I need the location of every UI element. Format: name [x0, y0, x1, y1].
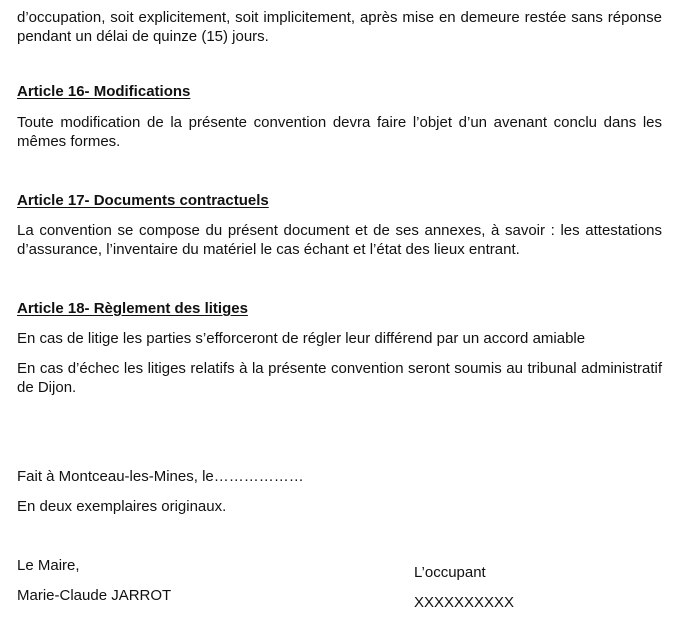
- occupant-title: L’occupant: [414, 564, 486, 581]
- article-18-paragraph-1: En cas de litige les parties s’efforceront de régler leur différend par un accord amiable: [17, 330, 586, 347]
- article-16-heading: Article 16- Modifications: [17, 83, 191, 100]
- article-18-paragraph-2: En cas d’échec les litiges relatifs à la présente convention seront soumis au tribunal administratif de Dijon.: [17, 360, 662, 396]
- article-17-heading: Article 17- Documents contractuels: [17, 192, 269, 209]
- copies-line: En deux exemplaires originaux.: [17, 498, 227, 515]
- article-18-heading: Article 18- Règlement des litiges: [17, 300, 248, 317]
- article-17-paragraph: La convention se compose du présent document et de ses annexes, à savoir : les attestations d’assurance, l’inventaire du matériel le cas échant et l’état des lieux entrant.: [17, 222, 662, 258]
- mayor-name: Marie-Claude JARROT: [17, 587, 172, 604]
- occupant-name: XXXXXXXXXX: [414, 594, 515, 611]
- article-16-paragraph: Toute modification de la présente convention devra faire l’objet d’un avenant conclu dans les mêmes formes.: [17, 114, 662, 150]
- place-date-line: Fait à Montceau-les-Mines, le………………: [17, 468, 304, 485]
- intro-paragraph: d’occupation, soit explicitement, soit implicitement, après mise en demeure restée sans réponse pendant un délai de quinze (15) jours.: [17, 9, 662, 45]
- mayor-title: Le Maire,: [17, 557, 80, 574]
